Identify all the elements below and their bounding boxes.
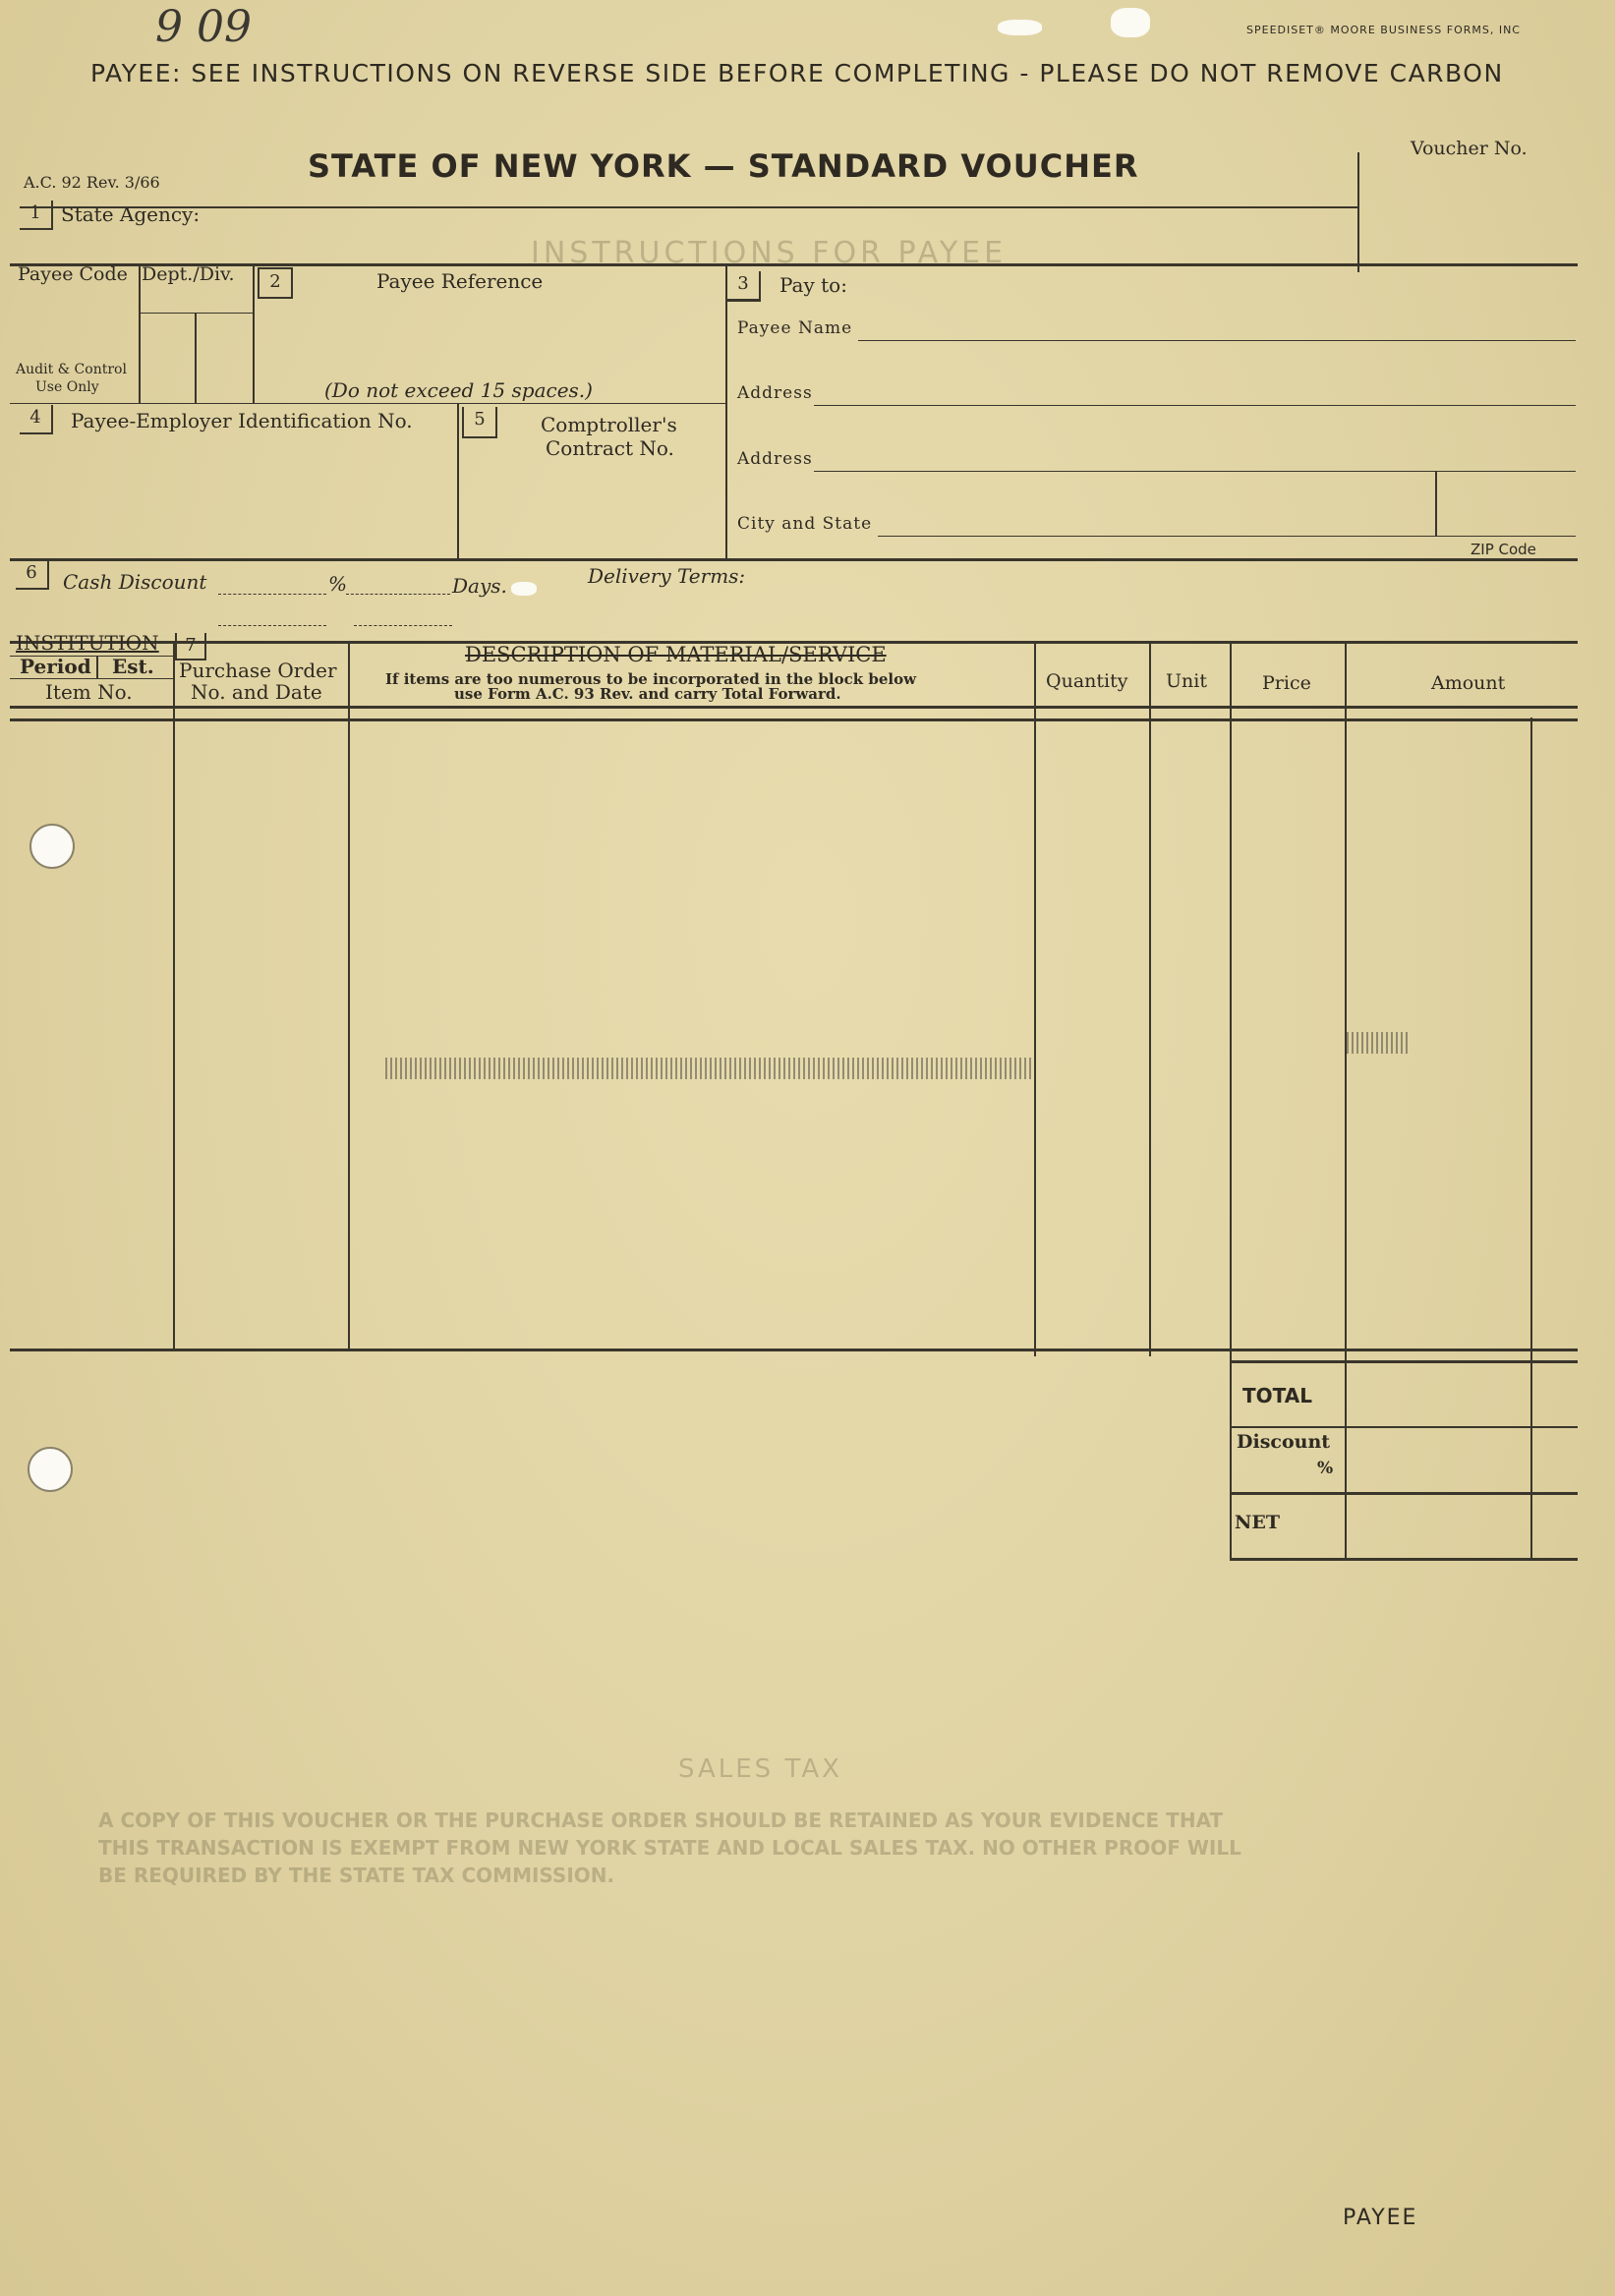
copy-label: PAYEE (1343, 2206, 1418, 2230)
bleed-through-text: BE REQUIRED BY THE STATE TAX COMMISSION. (98, 1864, 615, 1887)
box-number: 4 (20, 405, 53, 434)
dept-div-label: Dept./Div. (142, 263, 235, 285)
bleed-through-text: SALES TAX (678, 1754, 842, 1784)
bleed-through-text: INSTRUCTIONS FOR PAYEE (531, 236, 1008, 270)
rule (457, 403, 459, 560)
rule (10, 1349, 1578, 1351)
rule (354, 625, 452, 626)
column-rule (348, 641, 350, 1349)
payee-name-line[interactable] (858, 340, 1576, 341)
address-line[interactable] (814, 405, 1576, 406)
rule (253, 265, 255, 403)
form-vendor: SPEEDISET® MOORE BUSINESS FORMS, INC (1246, 24, 1521, 36)
top-instruction: PAYEE: SEE INSTRUCTIONS ON REVERSE SIDE BEFORE COMPLETING - PLEASE DO NOT REMOVE CARBON (90, 59, 1504, 87)
rule (1230, 1492, 1578, 1495)
city-state-label: City and State (737, 514, 873, 534)
rule (10, 403, 725, 404)
column-rule (173, 641, 175, 1349)
discount-label: Discount (1237, 1431, 1331, 1453)
description-title: DESCRIPTION OF MATERIAL/SERVICE (465, 643, 887, 666)
days-field[interactable] (346, 594, 450, 595)
column-rule (1345, 641, 1347, 1560)
box-number: 2 (258, 267, 293, 299)
rule (218, 625, 326, 626)
payee-code-label: Payee Code (18, 263, 128, 285)
column-rule (1034, 641, 1036, 1356)
box-number: 3 (727, 271, 761, 301)
city-state-line[interactable] (878, 536, 1576, 537)
payee-reference-label: Payee Reference (376, 269, 544, 293)
contract-no-label: Contract No. (546, 436, 674, 460)
quantity-header: Quantity (1046, 670, 1128, 692)
address-label: Address (737, 449, 813, 469)
institution-label: INSTITUTION (16, 631, 159, 655)
rule (139, 265, 141, 403)
cash-discount-field[interactable] (218, 594, 326, 595)
address-line[interactable] (814, 471, 1576, 472)
rule (10, 558, 1578, 561)
percent-label: % (328, 572, 348, 596)
rule (20, 206, 1358, 208)
box-number: 5 (462, 407, 497, 438)
period-label: Period (20, 655, 91, 678)
payee-reference-note: (Do not exceed 15 spaces.) (324, 378, 593, 402)
typed-carbon-mark (385, 1058, 1034, 1079)
rule (139, 313, 253, 314)
audit-label: Use Only (35, 379, 99, 395)
box-number: 7 (175, 633, 206, 660)
po-label: Purchase Order (179, 659, 337, 682)
pay-to-label: Pay to: (779, 273, 847, 297)
form-number: A.C. 92 Rev. 3/66 (24, 173, 160, 192)
est-label: Est. (112, 655, 154, 678)
box-number: 1 (20, 201, 53, 230)
zip-label: ZIP Code (1471, 541, 1536, 558)
rule (195, 313, 197, 403)
punch-hole (29, 824, 75, 869)
amount-header: Amount (1431, 672, 1506, 694)
total-label: TOTAL (1242, 1384, 1312, 1407)
days-label: Days. (452, 574, 507, 598)
po-label: No. and Date (191, 680, 322, 704)
rule (10, 718, 1578, 721)
rule (10, 678, 173, 679)
box-number: 6 (16, 560, 49, 590)
bleed-through-text: THIS TRANSACTION IS EXEMPT FROM NEW YORK STATE AND LOCAL SALES TAX. NO OTHER PROOF WILL (98, 1836, 1241, 1860)
handwritten-mark: 9 09 (155, 2, 252, 52)
audit-label: Audit & Control (16, 362, 127, 377)
column-rule (1530, 718, 1532, 1560)
rule (96, 656, 98, 679)
payee-name-label: Payee Name (737, 318, 853, 338)
net-label: NET (1235, 1512, 1280, 1533)
voucher-no-label: Voucher No. (1411, 138, 1528, 159)
column-rule (1230, 641, 1232, 1560)
cash-discount-label: Cash Discount (63, 570, 207, 594)
rule (10, 706, 1578, 709)
price-header: Price (1262, 672, 1311, 694)
paper-tear (1111, 8, 1150, 37)
rule (10, 263, 1578, 266)
rule (1230, 1426, 1578, 1428)
bleed-through-text: A COPY OF THIS VOUCHER OR THE PURCHASE ORDER SHOULD BE RETAINED AS YOUR EVIDENCE THAT (98, 1808, 1224, 1832)
description-note: If items are too numerous to be incorporated in the block below (385, 670, 917, 688)
item-no-label: Item No. (45, 680, 133, 704)
rule (725, 265, 727, 560)
contract-no-label: Comptroller's (541, 413, 677, 436)
voucher-no-divider (1357, 152, 1359, 272)
form-title: STATE OF NEW YORK — STANDARD VOUCHER (308, 147, 1139, 185)
paper-tear (511, 582, 537, 596)
rule (1230, 1558, 1578, 1561)
address-label: Address (737, 383, 813, 403)
discount-percent-label: % (1317, 1459, 1334, 1478)
rule (1230, 1360, 1578, 1363)
paper-tear (998, 20, 1042, 35)
rule (1435, 472, 1437, 537)
employer-id-label: Payee-Employer Identification No. (71, 409, 413, 432)
typed-carbon-mark (1347, 1032, 1410, 1054)
state-agency-label: State Agency: (61, 202, 201, 226)
punch-hole (28, 1447, 73, 1492)
unit-header: Unit (1166, 670, 1207, 692)
delivery-terms-label: Delivery Terms: (588, 564, 746, 588)
column-rule (1149, 641, 1151, 1356)
description-note: use Form A.C. 93 Rev. and carry Total Forward. (454, 685, 841, 703)
rule (727, 301, 761, 302)
